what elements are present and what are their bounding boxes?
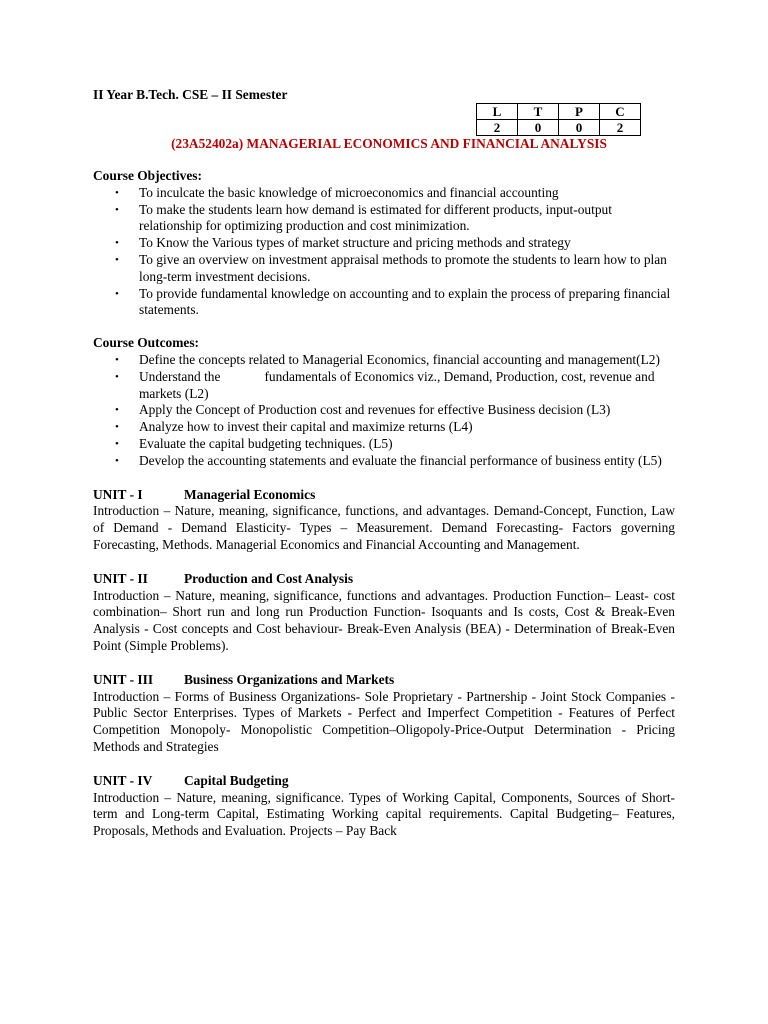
objective-item: [93, 252, 675, 286]
objective-item: [93, 235, 675, 252]
ltpc-label-c: C: [600, 104, 641, 120]
outcome-text: Develop the accounting statements and evaluate the financial performance of business entity (L5): [139, 452, 662, 468]
objective-text: To Know the Various types of market structure and pricing methods and strategy: [139, 235, 571, 251]
outcome-item: [93, 419, 675, 436]
ltpc-label-row: [477, 104, 641, 120]
objective-item: [93, 286, 675, 320]
outcome-text: Apply the Concept of Production cost and revenues for effective Business decision (L3): [139, 402, 611, 418]
bullet-icon: •: [115, 437, 119, 450]
ltpc-label-l: L: [477, 104, 518, 120]
unit-body: Introduction – Forms of Business Organizations- Sole Proprietary - Partnership - Joint Stock Companies - Public Sector Enterprises. Types of Markets - Perfect and Imperfect Competition - Features of Perfect Competition Monopoly- Monopolistic Competition–Oligopoly-Price-Output Determination - Pricing Methods and Strategies: [93, 688, 675, 754]
bullet-icon: •: [115, 404, 119, 417]
ltpc-value-row: [477, 120, 641, 136]
course-title: (23A52402a) MANAGERIAL ECONOMICS AND FINANCIAL ANALYSIS: [171, 136, 607, 151]
outcome-item: [93, 436, 675, 453]
outcome-item: [93, 369, 675, 403]
bullet-icon: •: [115, 203, 119, 216]
syllabus-page: [93, 86, 675, 840]
bullet-icon: •: [115, 454, 119, 467]
year-semester-line: II Year B.Tech. CSE – II Semester: [93, 87, 288, 102]
ltpc-value-c: 2: [600, 120, 641, 136]
course-outcomes-list: [93, 352, 675, 470]
outcome-prefix: Understand the: [139, 368, 221, 384]
course-objectives-list: [93, 185, 675, 319]
bullet-icon: •: [115, 237, 119, 250]
bullet-icon: •: [115, 287, 119, 300]
unit-heading: [93, 487, 675, 504]
unit-heading: [93, 571, 675, 588]
unit-body: Introduction – Nature, meaning, significance. Types of Working Capital, Components, Sources of Short-term and Long-term Capital, Estimating Working capital requirements. Capital Budgeting– Features, Proposals, Methods and Evaluation. Projects – Pay Back: [93, 789, 675, 839]
outcome-text: fundamentals of Economics viz., Demand, Production, cost, revenue and markets (L2): [139, 368, 655, 401]
unit-title: Capital Budgeting: [184, 772, 289, 788]
objective-item: [93, 202, 675, 236]
unit-title: Production and Cost Analysis: [184, 570, 354, 586]
unit-number: UNIT - III: [93, 671, 154, 687]
unit-number: UNIT - II: [93, 570, 148, 586]
objective-item: [93, 185, 675, 202]
ltpc-value-p: 0: [559, 120, 600, 136]
ltpc-value-t: 0: [518, 120, 559, 136]
bullet-icon: •: [115, 186, 119, 199]
unit-heading: [93, 773, 675, 790]
outcome-item: [93, 402, 675, 419]
unit-title: Business Organizations and Markets: [184, 671, 395, 687]
unit-number: UNIT - IV: [93, 772, 153, 788]
ltpc-table: [476, 103, 641, 136]
course-objectives-heading: Course Objectives:: [93, 168, 202, 183]
unit-section: [93, 672, 675, 756]
unit-body: Introduction – Nature, meaning, significance, functions, and advantages. Demand-Concept, Function, Law of Demand - Demand Elasticity- Types – Measurement. Demand Forecasting- Factors governing Forecasting, Methods. Managerial Economics and Financial Accounting and Management.: [93, 503, 675, 552]
bullet-icon: •: [115, 421, 119, 434]
objective-text: To provide fundamental knowledge on accounting and to explain the process of preparing financial statements.: [139, 285, 671, 318]
unit-number: UNIT - I: [93, 486, 143, 502]
outcome-text: Evaluate the capital budgeting techniques. (L5): [139, 435, 393, 451]
outcome-text: Define the concepts related to Managerial Economics, financial accounting and management(L2): [139, 351, 660, 367]
ltpc-value-l: 2: [477, 120, 518, 136]
unit-section: [93, 487, 675, 554]
outcome-text: Analyze how to invest their capital and maximize returns (L4): [139, 419, 473, 435]
unit-heading: [93, 672, 675, 689]
course-outcomes-heading: Course Outcomes:: [93, 335, 199, 351]
outcome-item: [93, 352, 675, 369]
bullet-icon: •: [115, 353, 119, 366]
bullet-icon: •: [115, 370, 119, 383]
outcome-item: [93, 453, 675, 470]
unit-section: [93, 571, 675, 655]
ltpc-label-p: P: [559, 104, 600, 120]
unit-title: Managerial Economics: [184, 486, 316, 502]
unit-body: Introduction – Nature, meaning, significance, functions and advantages. Production Function– Least- cost combination– Short run and long run Production Function- Isoquants and Is costs, Cost & Break-Even Analysis - Cost concepts and Cost behaviour- Break-Even Analysis (BEA) - Determination of Break-Even Point (Simple Problems).: [93, 587, 675, 653]
objective-text: To make the students learn how demand is estimated for different products, input-output relationship for optimizing production and cost minimization.: [139, 201, 612, 234]
ltpc-label-t: T: [518, 104, 559, 120]
bullet-icon: •: [115, 253, 119, 266]
objective-text: To inculcate the basic knowledge of microeconomics and financial accounting: [139, 184, 559, 200]
objective-text: To give an overview on investment appraisal methods to promote the students to learn how to plan long-term investment decisions.: [139, 251, 667, 284]
unit-section: [93, 773, 675, 840]
